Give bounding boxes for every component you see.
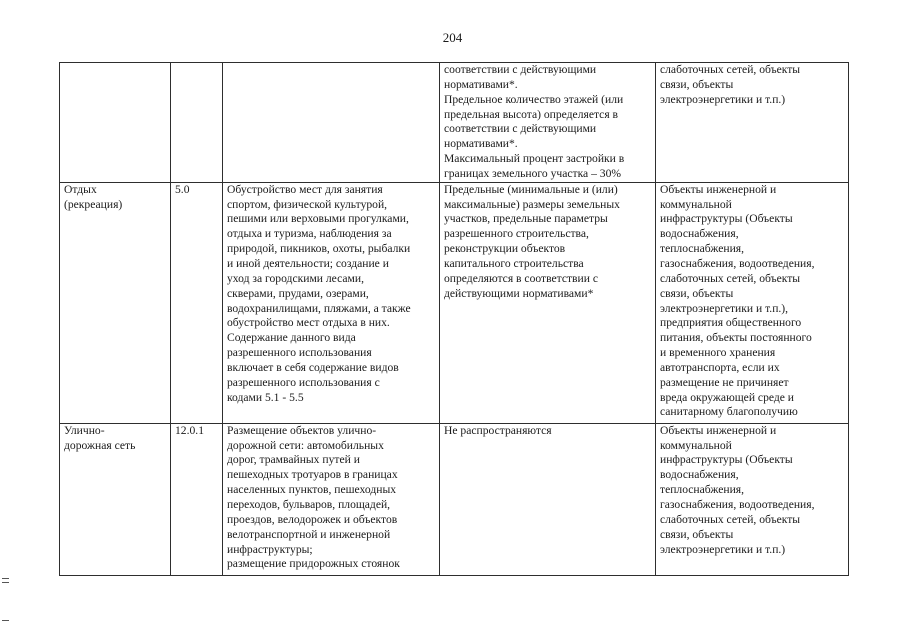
land-use-name-cell — [60, 63, 171, 183]
cell-text-line: дорожная сеть — [64, 438, 136, 452]
cell-text-line: и иной деятельности; создание и — [227, 256, 389, 270]
cell-text-line: Улично- — [64, 423, 105, 437]
cell-text-line: обустройство мест отдыха в них. — [227, 316, 390, 330]
cell-text-line: Объекты инженерной и — [660, 423, 777, 437]
cell-text-line: теплоснабжения, — [660, 242, 745, 256]
table-row — [60, 423, 849, 575]
cell-text-line: размещение не причиняет — [660, 375, 789, 389]
cell-text-line: природой, пикников, охоты, рыбалки — [227, 242, 411, 256]
cell-text-line: инфраструктуры (Объекты — [660, 453, 793, 467]
cell-text-line: связи, объекты — [660, 286, 734, 300]
cell-text-line: водоснабжения, — [660, 468, 739, 482]
cell-text-line: капитального строительства — [444, 256, 584, 270]
cell-text-line: 5.0 — [175, 182, 190, 196]
land-use-code-cell — [171, 63, 223, 183]
land-use-description-cell — [223, 63, 440, 183]
cell-text-line: 12.0.1 — [175, 423, 204, 437]
land-use-table — [59, 62, 849, 576]
cell-text-line: автотранспорта, если их — [660, 360, 780, 374]
cell-text-line: предельная высота) определяется в — [444, 107, 619, 121]
land-use-name-cell — [60, 182, 171, 423]
cell-text-line: водохранилищами, пляжами, а также — [227, 301, 411, 315]
cell-text-line: нормативами*. — [444, 77, 518, 91]
cell-text-line: велотранспортной и инженерной — [227, 527, 391, 541]
cell-text-line: участков, предельные параметры — [444, 212, 608, 226]
cell-text-line: инфраструктуры (Объекты — [660, 212, 793, 226]
auxiliary-uses-cell — [656, 182, 849, 423]
cell-text-line: Предельные (минимальные и (или) — [444, 182, 618, 196]
cell-text-line: Размещение объектов улично- — [227, 423, 377, 437]
cell-text-line: инфраструктуры; — [227, 542, 313, 556]
cell-text-line: определяются в соответствии с — [444, 271, 598, 285]
cell-text-line: (рекреация) — [64, 197, 123, 211]
cell-text-line: Не распространяются — [444, 423, 552, 437]
cell-text-line: разрешенного использования с — [227, 375, 380, 389]
cell-text-line: пешеходных тротуаров в границах — [227, 468, 398, 482]
auxiliary-uses-cell — [656, 423, 849, 575]
cell-text-line: вреда окружающей среде и — [660, 390, 795, 404]
cell-text-line: предприятия общественного — [660, 316, 802, 330]
cell-text-line: скверами, прудами, озерами, — [227, 286, 369, 300]
land-use-description-cell — [223, 423, 440, 575]
cell-text-line: связи, объекты — [660, 527, 734, 541]
margin-mark — [2, 582, 9, 583]
cell-text-line: границах земельного участка – 30% — [444, 166, 622, 180]
cell-text-line: соответствии с действующими — [444, 122, 597, 136]
land-use-code-cell — [171, 182, 223, 423]
cell-text-line: слаботочных сетей, объекты — [660, 512, 801, 526]
cell-text-line: питания, объекты постоянного — [660, 331, 812, 345]
margin-mark — [2, 620, 9, 621]
cell-text-line: газоснабжения, водоотведения, — [660, 256, 815, 270]
table-row — [60, 182, 849, 423]
cell-text-line: населенных пунктов, пешеходных — [227, 483, 397, 497]
cell-text-line: электроэнергетики и т.п.), — [660, 301, 789, 315]
cell-text-line: спортом, физической культурой, — [227, 197, 388, 211]
cell-text-line: Отдых — [64, 182, 97, 196]
cell-text-line: реконструкции объектов — [444, 242, 566, 256]
cell-text-line: дорожной сети: автомобильных — [227, 438, 384, 452]
cell-text-line: размещение придорожных стоянок — [227, 557, 400, 571]
cell-text-line: теплоснабжения, — [660, 483, 745, 497]
cell-text-line: дорог, трамвайных путей и — [227, 453, 360, 467]
cell-text-line: коммунальной — [660, 438, 732, 452]
margin-mark — [2, 578, 9, 579]
cell-text-line: соответствии с действующими — [444, 63, 597, 76]
cell-text-line: включает в себя содержание видов — [227, 360, 399, 374]
building-parameters-cell — [440, 423, 656, 575]
cell-text-line: водоснабжения, — [660, 227, 739, 241]
cell-text-line: разрешенного использования — [227, 346, 372, 360]
cell-text-line: Обустройство мест для занятия — [227, 182, 383, 196]
land-use-name-cell — [60, 423, 171, 575]
cell-text-line: и временного хранения — [660, 346, 776, 360]
building-parameters-cell — [440, 182, 656, 423]
cell-text-line: слаботочных сетей, объекты — [660, 271, 801, 285]
cell-text-line: электроэнергетики и т.п.) — [660, 542, 786, 556]
cell-text-line: нормативами*. — [444, 137, 518, 151]
cell-text-line: связи, объекты — [660, 77, 734, 91]
cell-text-line: кодами 5.1 - 5.5 — [227, 390, 304, 404]
building-parameters-cell — [440, 63, 656, 183]
cell-text-line: Максимальный процент застройки в — [444, 152, 625, 166]
cell-text-line: коммунальной — [660, 197, 732, 211]
cell-text-line: действующими нормативами* — [444, 286, 594, 300]
cell-text-line: Объекты инженерной и — [660, 182, 777, 196]
land-use-description-cell — [223, 182, 440, 423]
cell-text-line: разрешенного строительства, — [444, 227, 589, 241]
table-row — [60, 63, 849, 183]
cell-text-line: санитарному благополучию — [660, 405, 798, 419]
cell-text-line: проездов, велодорожек и объектов — [227, 512, 398, 526]
cell-text-line: пешими или верховыми прогулками, — [227, 212, 409, 226]
land-use-code-cell — [171, 423, 223, 575]
cell-text-line: Содержание данного вида — [227, 331, 356, 345]
auxiliary-uses-cell — [656, 63, 849, 183]
cell-text-line: газоснабжения, водоотведения, — [660, 497, 815, 511]
cell-text-line: переходов, бульваров, площадей, — [227, 497, 391, 511]
cell-text-line: электроэнергетики и т.п.) — [660, 92, 786, 106]
cell-text-line: слаботочных сетей, объекты — [660, 63, 801, 76]
cell-text-line: уход за городскими лесами, — [227, 271, 364, 285]
cell-text-line: Предельное количество этажей (или — [444, 92, 624, 106]
page-number: 204 — [442, 30, 463, 45]
cell-text-line: отдыха и туризма, наблюдения за — [227, 227, 392, 241]
cell-text-line: максимальные) размеры земельных — [444, 197, 620, 211]
